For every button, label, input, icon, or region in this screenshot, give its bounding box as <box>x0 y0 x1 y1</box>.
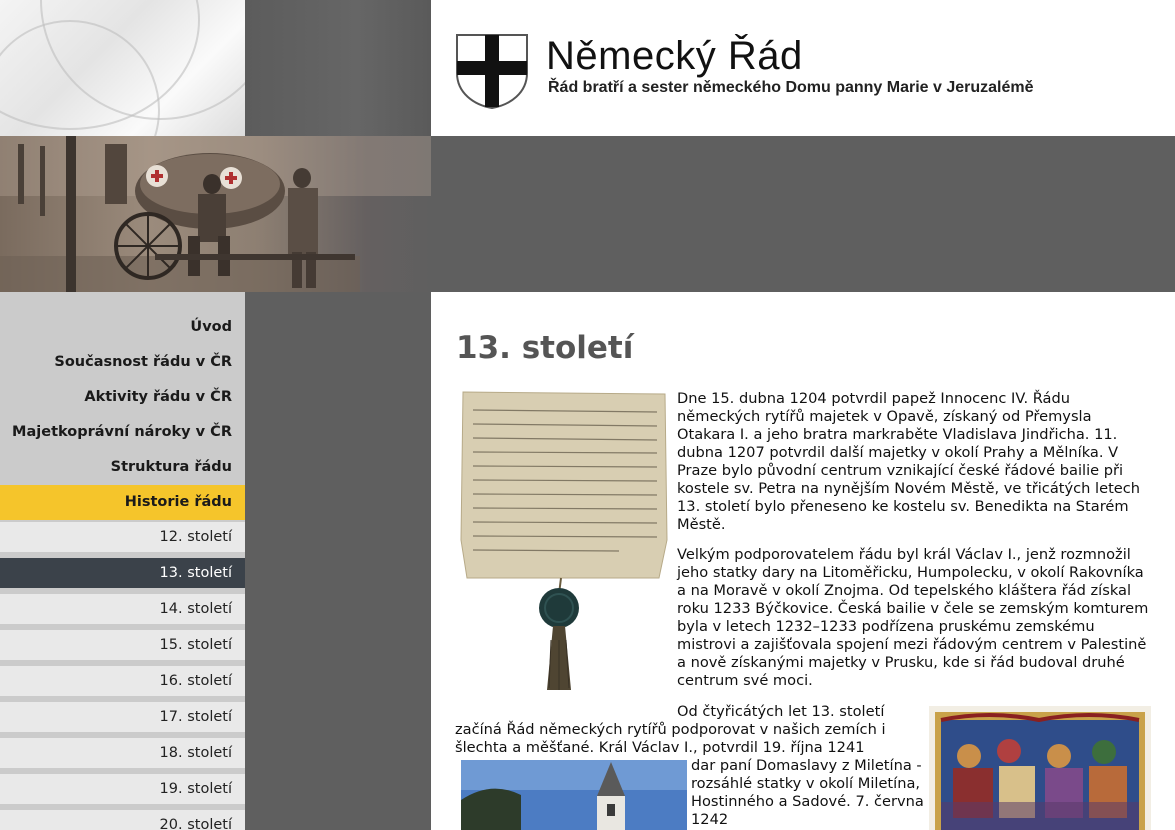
site-header <box>431 0 1175 136</box>
header-gray-panel <box>245 0 431 136</box>
sidebar-nav <box>0 292 245 830</box>
main-content <box>431 292 1175 830</box>
header-photo-vault <box>0 0 245 136</box>
site-title[interactable]: Německý Řád <box>546 34 803 78</box>
medieval-charter-image <box>459 390 669 700</box>
historical-photo <box>0 136 431 292</box>
subnav-item-20-stoleti[interactable]: 20. století <box>0 810 245 830</box>
subnav-item-18-stoleti[interactable]: 18. století <box>0 738 245 768</box>
nav-item-majetkopravni-naroky[interactable]: Majetkoprávní nároky v ČR <box>12 424 232 440</box>
cross-shield-logo-icon[interactable] <box>455 33 529 109</box>
history-paragraph-2: Velkým podporovatelem řádu byl král Václav I., jenž rozmnožil jeho statky dary na Litoměřicku, Humpolecku, v okolí Rakovníka a na Moravě v okolí Znojma. Od tepelského kláštera řád získal roku 1233 Býčkovice. Česká bailie v čele se zemským komturem byla v letech 1232–1233 podřízena pruskému zemskému mistrovi a zajišťovala spojení mezi řádovým centrem v Palestině a nově získanými majetky v Prusku, kde si řád budoval druhé centrum své moci. <box>677 546 1149 689</box>
history-paragraph-3-line-1: Od čtyřicátých let 13. století <box>677 703 885 720</box>
history-paragraph-1: Dne 15. dubna 1204 potvrdil papež Innocenc IV. Řádu německých rytířů majetek v Opavě, získaný od Přemysla Otakara I. a jeho bratra markraběte Vladislava Jindřicha. 11. dubna 1207 potvrdil další majetky v okolí Prahy a Mělníka. V Praze bylo původní centrum vznikající české řádové bailie při kostele sv. Petra na nynějším Novém Městě, ve třicátých letech 13. století bylo přeneseno ke kostelu sv. Benedikta na Starém Městě. <box>677 390 1141 533</box>
history-paragraph-3-line-2: začíná Řád německých rytířů podporovat v našich zemích i šlechta a měšťané. Král Václav I., potvrdil 19. října 1241 <box>455 721 886 756</box>
nav-item-soucasnost[interactable]: Současnost řádu v ČR <box>54 354 232 370</box>
history-paragraph-3-line-3: dar paní Domaslavy z Miletína - rozsáhlé statky v okolí Miletína, Hostinného a Sadové. 7. června 1242 <box>691 757 924 828</box>
subnav-item-17-stoleti[interactable]: 17. století <box>0 702 245 732</box>
subnav-item-16-stoleti[interactable]: 16. století <box>0 666 245 696</box>
medieval-miniature-image <box>929 706 1151 830</box>
church-tower-photo <box>461 760 687 830</box>
subnav-item-12-stoleti[interactable]: 12. století <box>0 522 245 552</box>
subnav-centuries <box>0 522 245 830</box>
page-title: 13. století <box>456 330 634 366</box>
subnav-item-19-stoleti[interactable]: 19. století <box>0 774 245 804</box>
subnav-item-13-stoleti[interactable]: 13. století <box>0 558 245 588</box>
nav-item-historie[interactable]: Historie řádu <box>0 485 245 520</box>
nav-item-struktura[interactable]: Struktura řádu <box>110 459 232 475</box>
site-subtitle: Řád bratří a sester německého Domu panny Marie v Jeruzalémě <box>548 79 1034 96</box>
nav-item-aktivity[interactable]: Aktivity řádu v ČR <box>84 389 232 405</box>
nav-item-uvod[interactable]: Úvod <box>190 319 232 335</box>
subnav-item-14-stoleti[interactable]: 14. století <box>0 594 245 624</box>
subnav-item-15-stoleti[interactable]: 15. století <box>0 630 245 660</box>
